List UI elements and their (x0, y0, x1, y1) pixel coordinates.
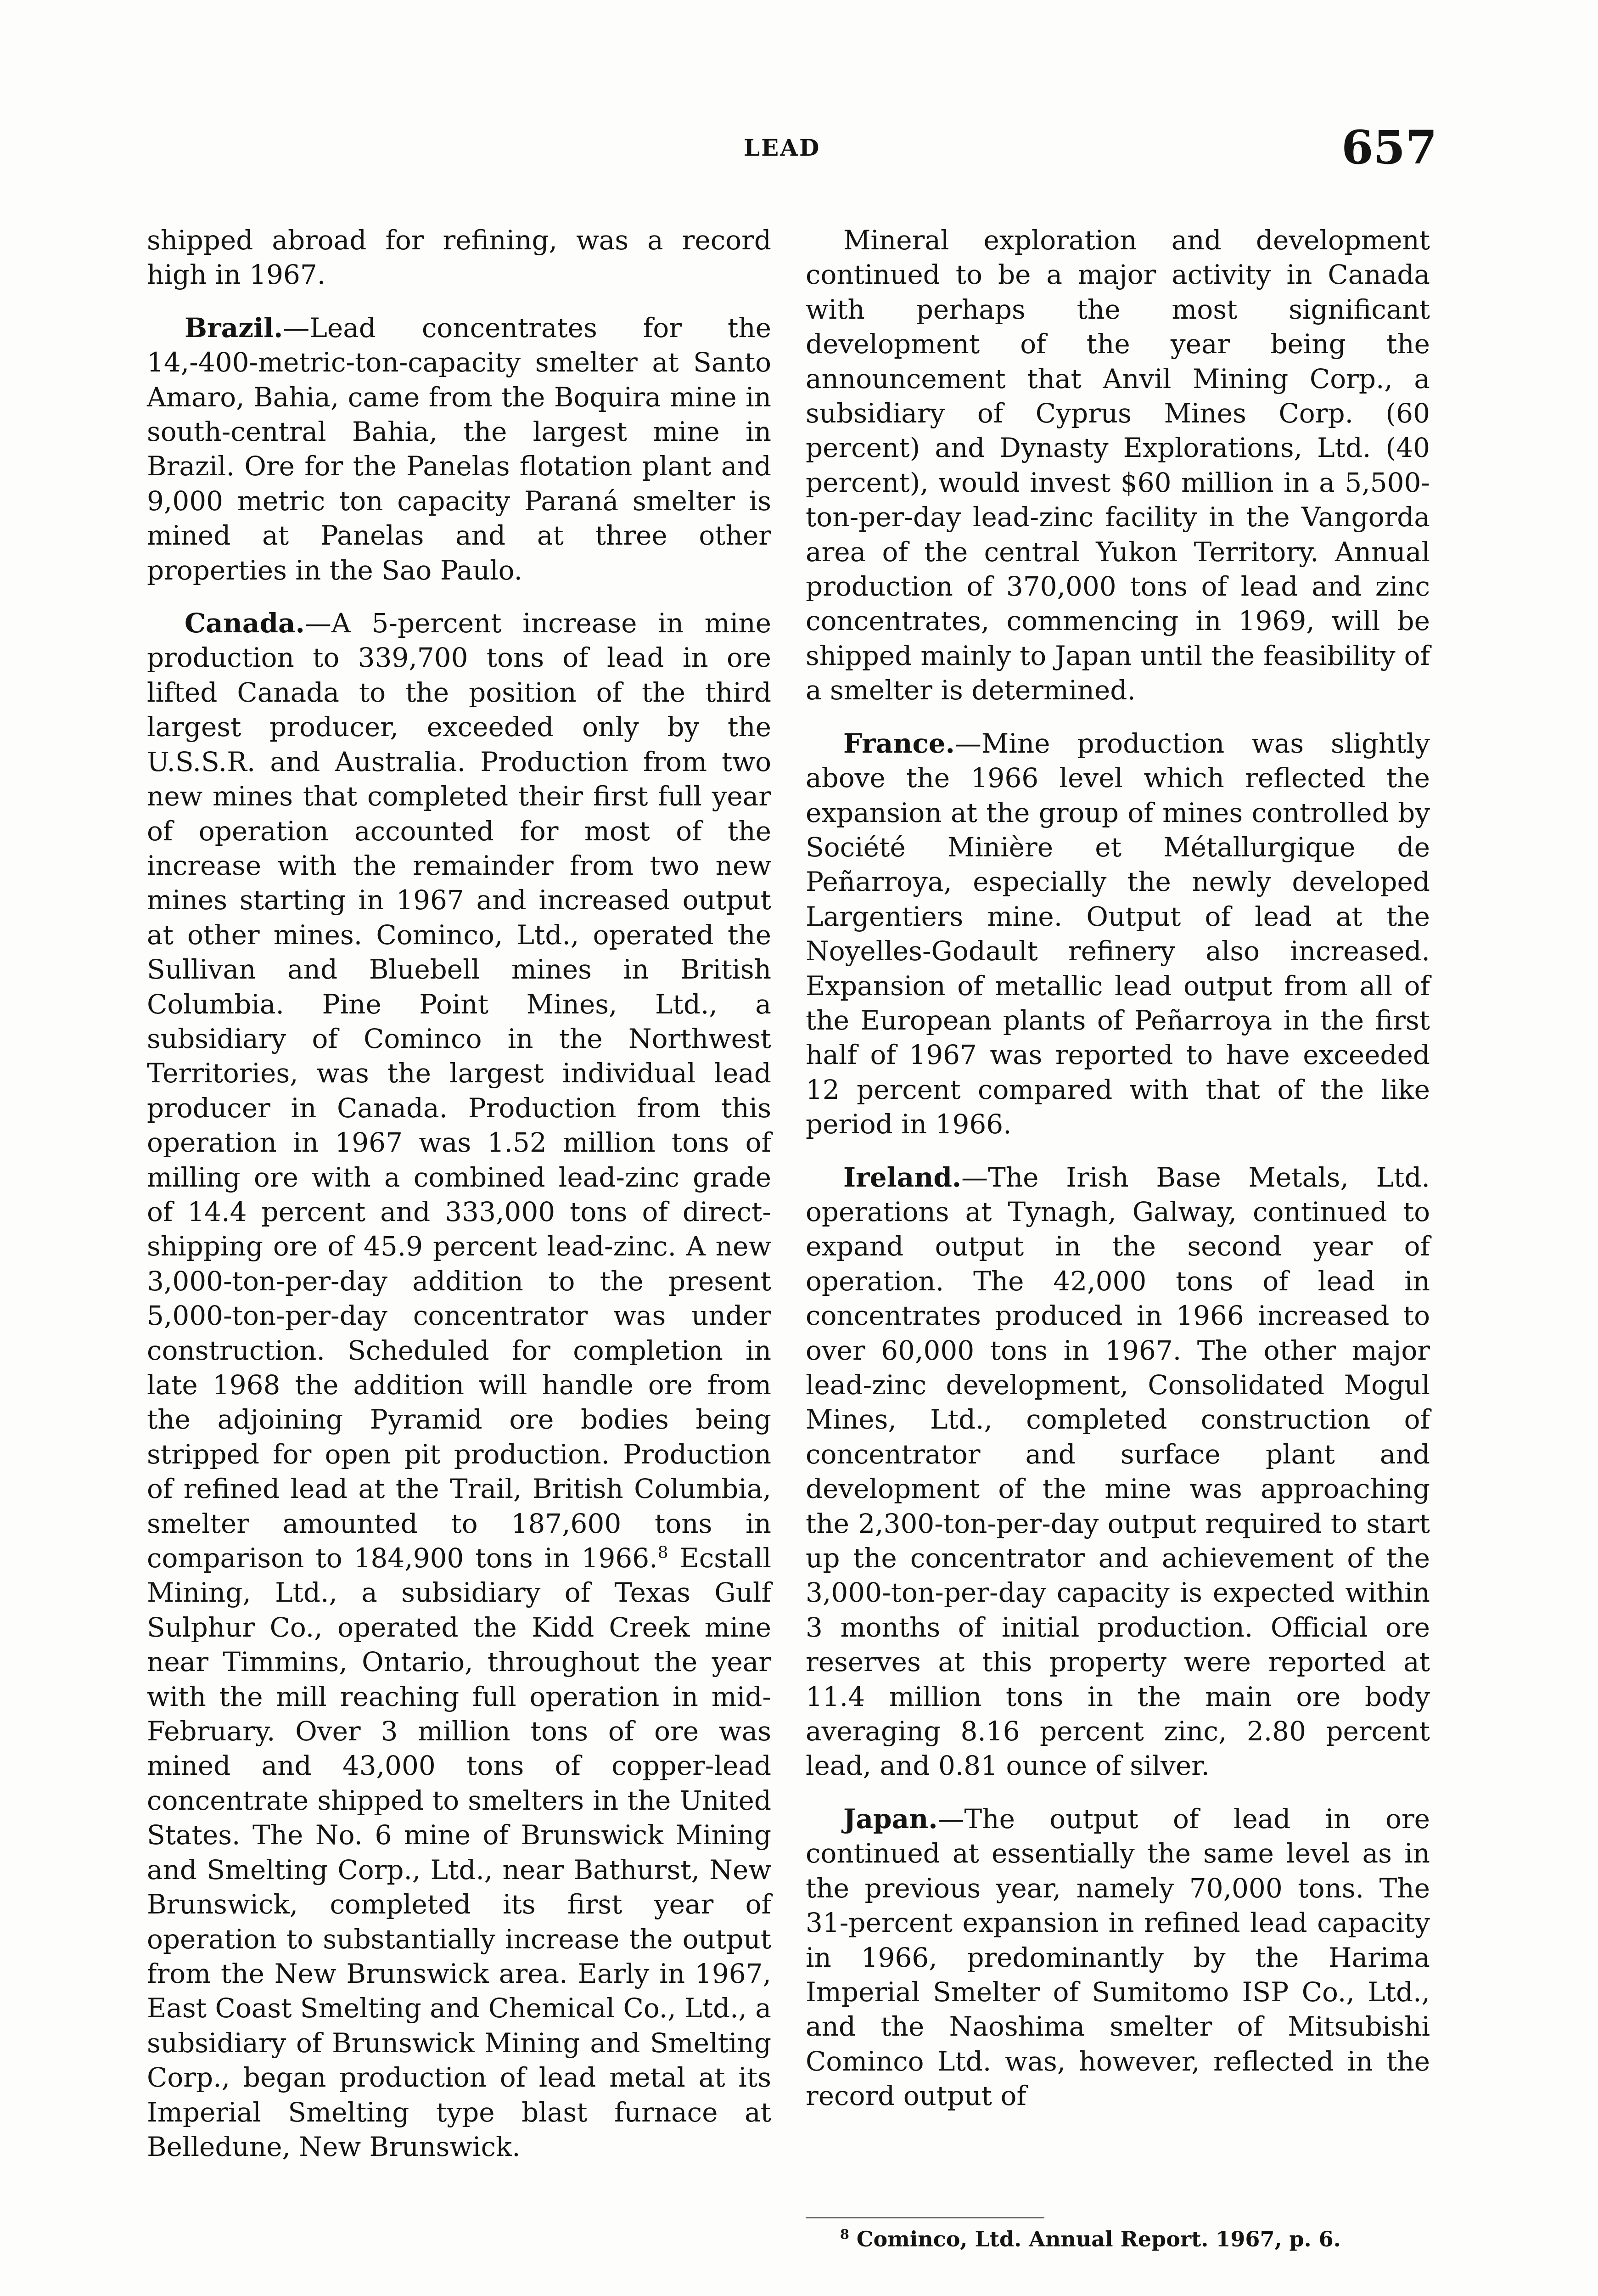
paragraph-ireland-text: —The Irish Base Metals, Ltd. operations at Tynagh, Galway, continued to expand output in the second year of operation. The 42,000 tons of lead in concentrates produced in 1966 increased to over 60,000 tons in 1967. The other major lead-zinc development, Consolidated Mogul Mines, Ltd., completed construction of concentrator and surface plant and development of the mine was approaching the 2,300-ton-per-day output required to start up the concentrator and achievement of the 3,000-ton-per-day capacity is expected within 3 months of initial production. Official ore reserves at this property were reported at 11.4 million tons in the main ore body averaging 8.16 percent zinc, 2.80 percent lead, and 0.81 ounce of silver. (806, 1161, 1430, 1782)
paragraph-canada-text-b: Ecstall Mining, Ltd., a subsidiary of Texas Gulf Sulphur Co., operated the Kidd Creek mine near Timmins, Ontario, throughout the year with the mill reaching full operation in mid-February. Over 3 million tons of ore was mined and 43,000 tons of copper-lead concentrate shipped to smelters in the United States. The No. 6 mine of Brunswick Mining and Smelting Corp., Ltd., near Bathurst, New Brunswick, completed its first year of operation to substantially increase the output from the New Brunswick area. Early in 1967, East Coast Smelting and Chemical Co., Ltd., a subsidiary of Brunswick Mining and Smelting Corp., began production of lead metal at its Imperial Smelting type blast furnace at Belledune, New Brunswick. (147, 1542, 772, 2162)
paragraph-canada (147, 606, 771, 2164)
running-head: LEAD (744, 134, 821, 161)
footnote-text: Cominco, Ltd. Annual Report. 1967, p. 6. (849, 2227, 1341, 2251)
paragraph-japan (806, 1802, 1430, 2114)
section-heading-ireland: Ireland. (843, 1161, 962, 1193)
footnote-marker: 8 (840, 2226, 849, 2242)
paragraph-japan-text: —The output of lead in ore continued at essentially the same level as in the previous year, namely 70,000 tons. The 31-percent expansion in refined lead capacity in 1966, predominantly by the Harima Imperial Smelter of Sumitomo ISP Co., Ltd., and the Naoshima smelter of Mitsubishi Cominco Ltd. was, however, reflected in the record output of (806, 1803, 1430, 2112)
section-heading-brazil: Brazil. (185, 312, 283, 343)
paragraph-shipped-abroad: shipped abroad for refining, was a record high in 1967. (147, 225, 771, 291)
section-heading-japan: Japan. (843, 1803, 938, 1835)
paragraph-canada-text-a: —A 5-percent increase in mine production to 339,700 tons of lead in ore lifted Canada to the position of the third largest producer, exceeded only by the U.S.S.R. and Australia. Production from two new mines that completed their first full year of operation accounted for most of the increase with the remainder from two new mines starting in 1967 and increased output at other mines. Cominco, Ltd., operated the Sullivan and Bluebell mines in British Columbia. Pine Point Mines, Ltd., a subsidiary of Cominco in the Northwest Territories, was the largest individual lead producer in Canada. Production from this operation in 1967 was 1.52 million tons of milling ore with a combined lead-zinc grade of 14.4 percent and 333,000 tons of direct-shipping ore of 45.9 percent lead-zinc. A new 3,000-ton-per-day addition to the present 5,000-ton-per-day concentrator was under construction. Scheduled for completion in late 1968 the addition will handle ore from the adjoining Pyramid ore bodies being stripped for open pit production. Production of refined lead at the Trail, British Columbia, smelter amounted to 187,600 tons in comparison to 184,900 tons in 1966. (147, 608, 771, 1574)
page-number: 657 (1341, 120, 1437, 174)
paragraph-france-text: —Mine production was slightly above the 1966 level which reflected the expansion at the group of mines controlled by Société Minière et Métallurgique de Peñarroya, especially the newly developed Largentiers mine. Output of lead at the Noyelles-Godault refinery also increased. Expansion of metallic lead output from all of the European plants of Peñarroya in the first half of 1967 was reported to have exceeded 12 percent compared with that of the like period in 1966. (806, 727, 1430, 1140)
right-column (806, 223, 1430, 2132)
footnote-divider (806, 2217, 1044, 2218)
section-heading-france: France. (843, 727, 955, 759)
footnote (840, 2225, 1341, 2253)
paragraph-mineral-exploration: Mineral exploration and development continued to be a major activity in Canada with perhaps the most significant development of the year being the announcement that Anvil Mining Corp., a subsidiary of Cyprus Mines Corp. (60 percent) and Dynasty Explorations, Ltd. (40 percent), would invest $60 million in a 5,500-ton-per-day lead-zinc facility in the Vangorda area of the central Yukon Territory. Annual production of 370,000 tons of lead and zinc concentrates, commencing in 1969, will be shipped mainly to Japan until the feasibility of a smelter is determined. (806, 225, 1430, 706)
paragraph-ireland (806, 1160, 1430, 1784)
paragraph-brazil (147, 311, 771, 588)
paragraph-brazil-text: —Lead concentrates for the 14,-400-metric-ton-capacity smelter at Santo Amaro, Bahia, came from the Boquira mine in south-central Bahia, the largest mine in Brazil. Ore for the Panelas flotation plant and 9,000 metric ton capacity Paraná smelter is mined at Panelas and at three other properties in the Sao Paulo. (147, 312, 771, 586)
section-heading-canada: Canada. (185, 608, 305, 639)
left-column (147, 223, 771, 2183)
footnote-reference: 8 (657, 1543, 668, 1562)
paragraph-france (806, 726, 1430, 1142)
